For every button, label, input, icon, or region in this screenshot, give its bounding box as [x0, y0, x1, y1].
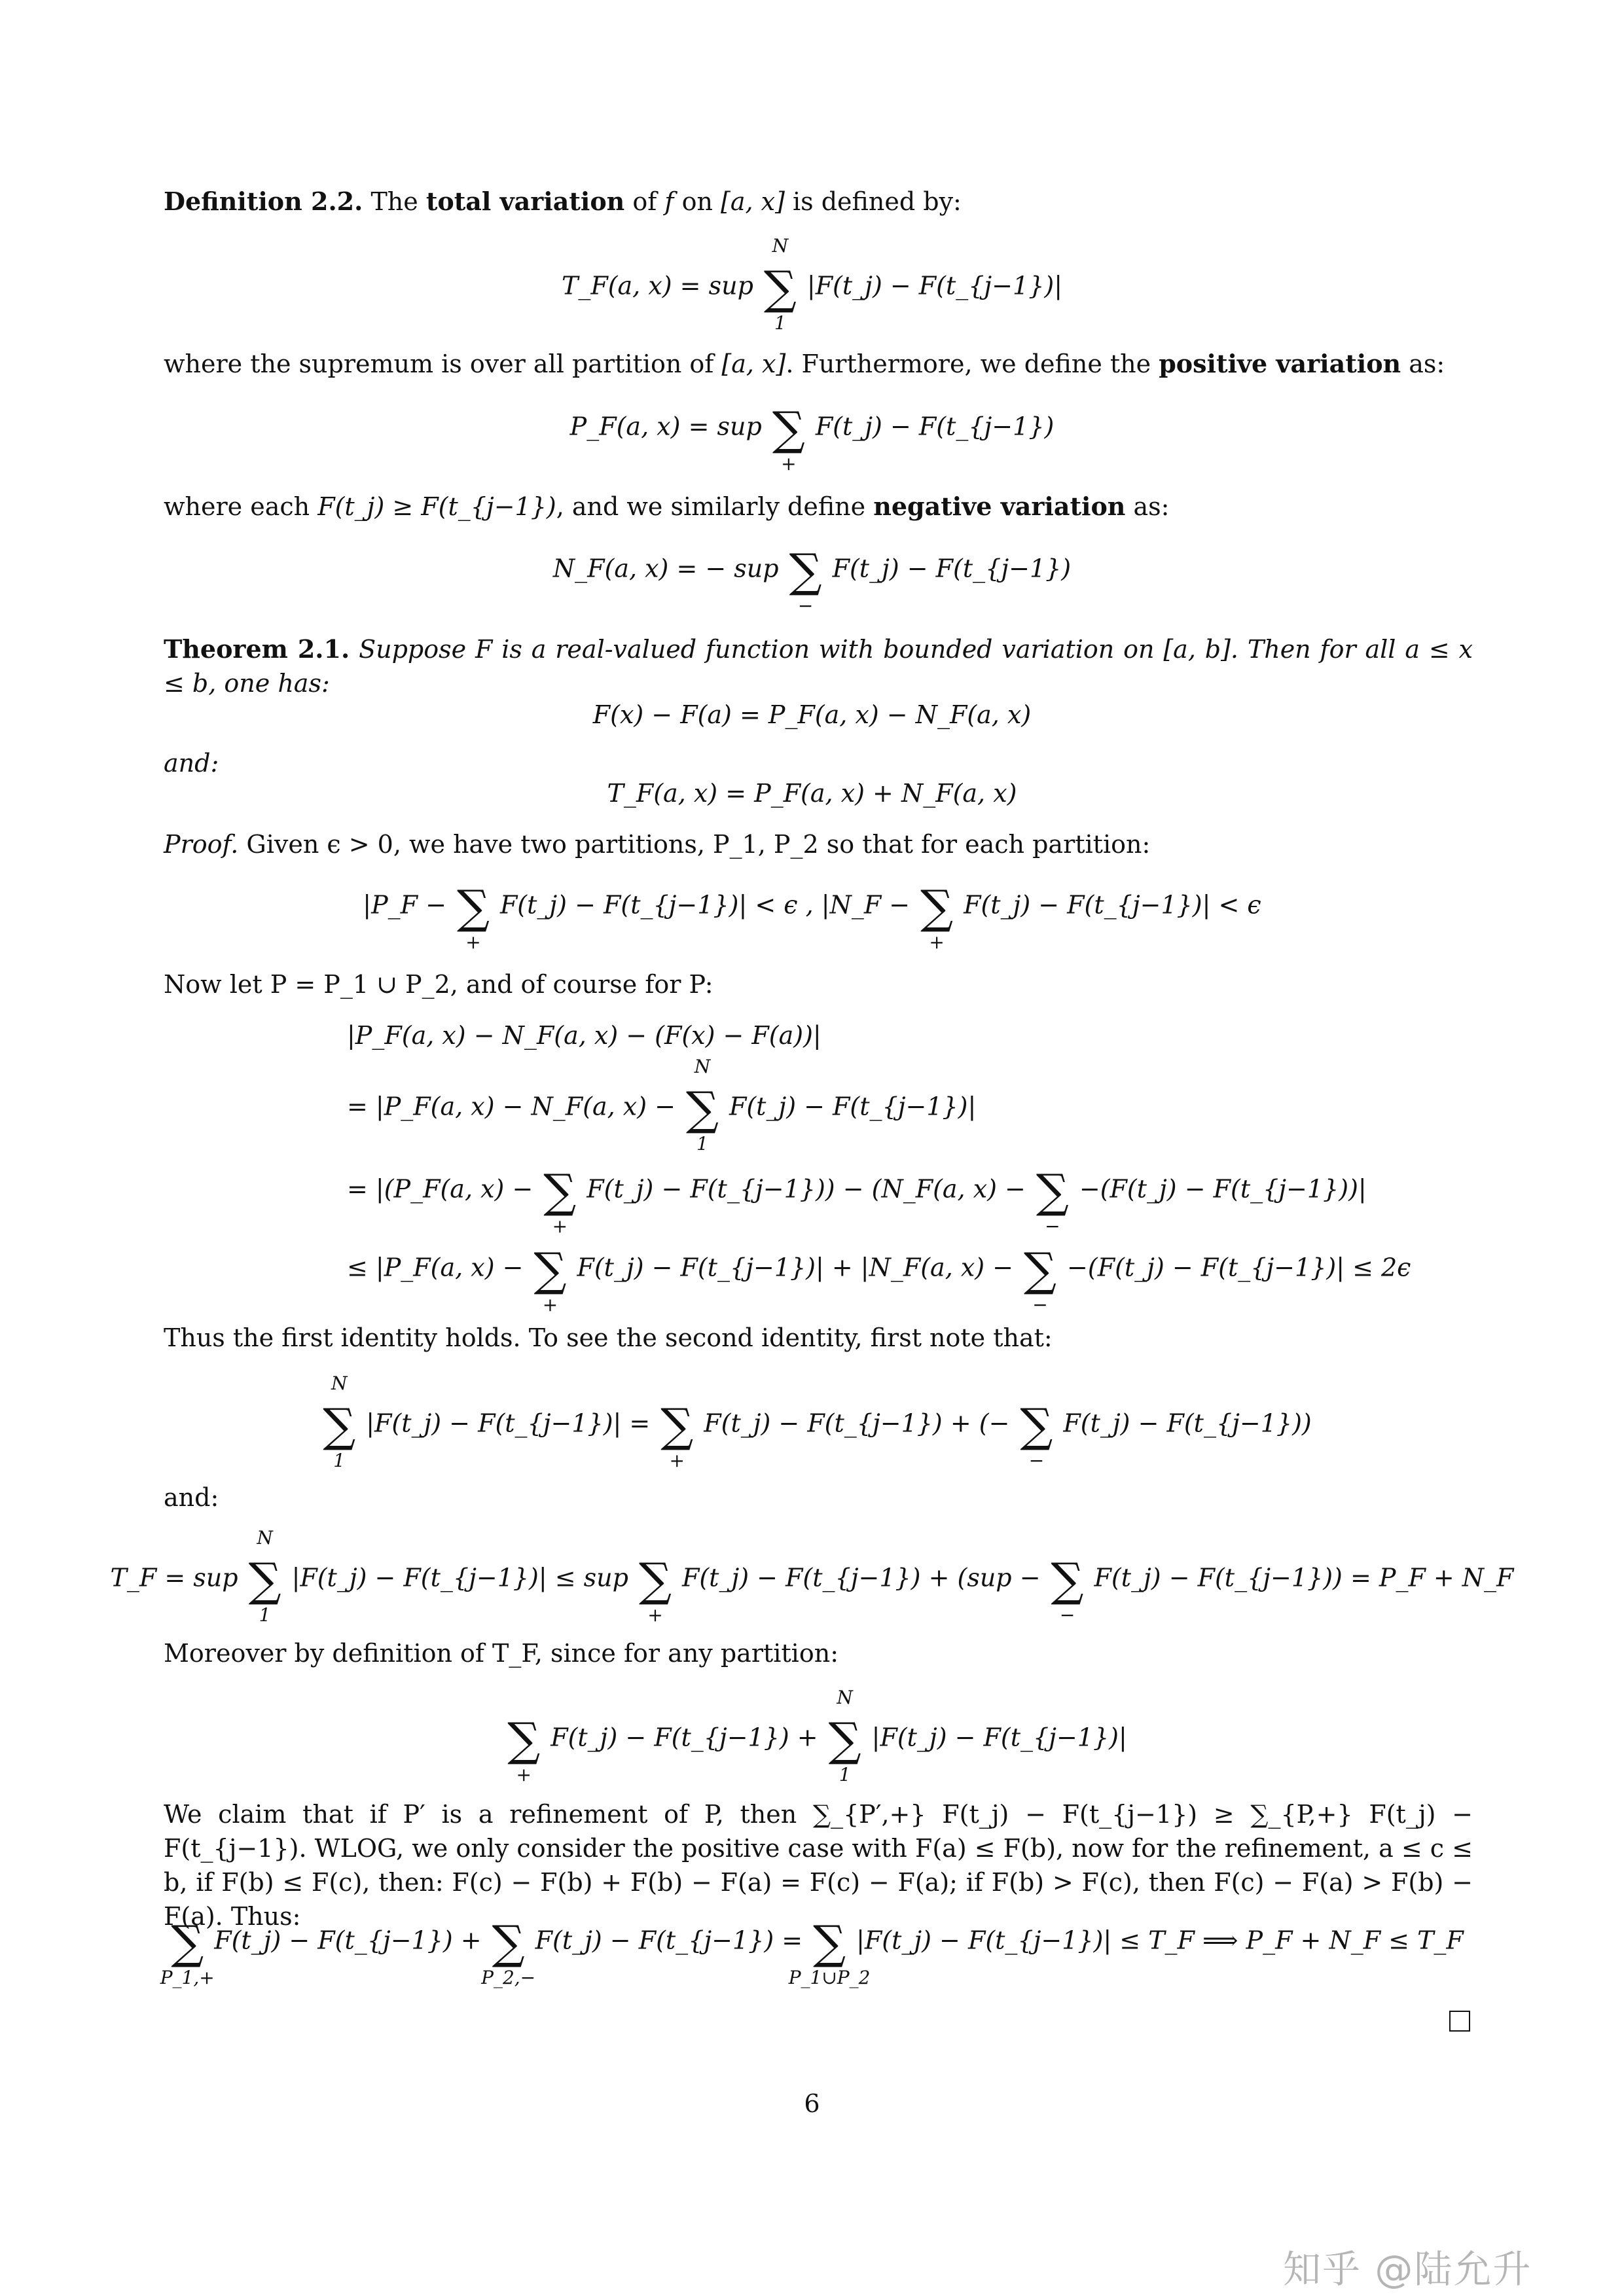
term-positive-variation: positive variation — [1159, 349, 1401, 378]
sum-symbol: ∑ P_1,+ — [164, 1890, 210, 1995]
sum-lower: − — [1032, 1294, 1048, 1316]
eq-part: F(t_j) − F(t_{j−1})) — [1063, 1408, 1312, 1438]
term-negative-variation: negative variation — [873, 492, 1126, 521]
sum-symbol: ∑ − — [1013, 1373, 1059, 1478]
sum-lower: + — [669, 1450, 685, 1471]
eq-part: F(t_j) − F(t_{j−1})| < ϵ — [964, 890, 1261, 920]
sum-symbol: ∑ − — [1045, 1528, 1091, 1632]
eq-part: F(t_j) − F(t_{j−1})| — [729, 1092, 977, 1121]
eq-part: |F(t_j) − F(t_{j−1})| ≤ T_F ⟹ P_F + N_F ≤ T_F — [856, 1926, 1464, 1955]
equation-sum-split — [0, 1373, 1624, 1478]
align-line-4 — [347, 1217, 1411, 1322]
eq-part: F(t_j) − F(t_{j−1}) + (sup − — [681, 1563, 1041, 1592]
text: The — [363, 187, 426, 216]
sum-symbol: N ∑ 1 — [242, 1528, 288, 1632]
paragraph-moreover: Moreover by definition of T_F, since for any partition: — [164, 1639, 839, 1668]
sum-symbol: ∑ + — [766, 376, 812, 481]
text: . Furthermore, we define the — [785, 350, 1159, 378]
sum-lower: 1 — [259, 1604, 271, 1626]
sum-lower: + — [647, 1604, 663, 1626]
definition-paragraph — [164, 185, 1473, 219]
sum-lower: + — [542, 1294, 558, 1316]
text: , and we similarly define — [556, 492, 874, 521]
equation-partition-bounds — [0, 855, 1624, 960]
and-label: and: — [164, 749, 219, 778]
sum-lower: − — [797, 595, 814, 617]
text: is defined by: — [784, 187, 962, 216]
eq-part: |P_F(a, x) − N_F(a, x) − (F(x) − F(a))| — [347, 1021, 821, 1050]
eq-part: F(t_j) − F(t_{j−1}) = — [535, 1926, 803, 1955]
text: on — [674, 187, 721, 216]
equation-positive-variation — [0, 376, 1624, 481]
eq-part: |F(t_j) − F(t_{j−1})| = — [366, 1408, 651, 1438]
sum-symbol: N ∑ 1 — [679, 1056, 725, 1161]
sum-symbol: N ∑ 1 — [757, 236, 803, 340]
eq-rhs: F(t_j) − F(t_{j−1}) — [832, 554, 1072, 583]
math: [a, x] — [721, 187, 785, 216]
sum-symbol: N ∑ 1 — [822, 1687, 868, 1792]
page-number: 6 — [804, 2089, 820, 2118]
math: F(t_j) ≥ F(t_{j−1}) — [317, 492, 556, 521]
eq-rhs: |F(t_j) − F(t_{j−1})| — [806, 271, 1063, 300]
equation-any-partition — [0, 1687, 1624, 1792]
sum-lower: + — [465, 931, 481, 953]
equation-final — [0, 1890, 1624, 1995]
theorem-paragraph — [164, 632, 1473, 700]
eq-part: = |P_F(a, x) − N_F(a, x) − — [347, 1092, 676, 1121]
watermark: 知乎 @陆允升 — [1283, 2247, 1532, 2291]
eq-part: −(F(t_j) − F(t_{j−1}))| — [1079, 1174, 1367, 1204]
eq-body: F(x) − F(a) = P_F(a, x) − N_F(a, x) — [592, 700, 1032, 729]
eq-part: ≤ |P_F(a, x) − — [347, 1253, 524, 1282]
paragraph-union: Now let P = P_1 ∪ P_2, and of course for P: — [164, 970, 713, 999]
sum-symbol: ∑ − — [1017, 1217, 1063, 1322]
sum-symbol: ∑ + — [450, 855, 496, 960]
sum-lower: + — [929, 931, 945, 953]
sum-upper: N — [331, 1372, 348, 1394]
eq-lhs: N_F(a, x) = − sup — [552, 554, 779, 583]
sum-lower: 1 — [696, 1133, 708, 1155]
equation-first-identity — [0, 698, 1624, 732]
sum-lower: 1 — [839, 1764, 851, 1785]
text: as: — [1125, 492, 1170, 521]
align-line-1 — [347, 1018, 821, 1052]
sum-upper: N — [772, 235, 789, 257]
eq-part: |F(t_j) − F(t_{j−1})| ≤ sup — [291, 1563, 628, 1592]
theorem-label: Theorem 2.1. — [164, 634, 350, 664]
text: where each — [164, 492, 318, 521]
eq-rhs: F(t_j) − F(t_{j−1}) — [815, 412, 1055, 441]
eq-part: −(F(t_j) − F(t_{j−1})| ≤ 2ϵ — [1067, 1253, 1411, 1282]
sum-lower: + — [552, 1215, 568, 1237]
sum-symbol: ∑ − — [1030, 1139, 1075, 1244]
theorem-body: Suppose F is a real-valued function with bounded variation on [a, b]. Then for all a ≤ x ≤ b, one has: — [164, 635, 1473, 698]
eq-part: F(t_j) − F(t_{j−1})| + |N_F(a, x) − — [577, 1253, 1014, 1282]
sum-symbol: ∑ + — [632, 1528, 678, 1632]
text: of — [624, 187, 665, 216]
equation-tf-bound — [0, 1528, 1624, 1632]
eq-lhs: P_F(a, x) = sup — [569, 412, 762, 441]
eq-part: = |(P_F(a, x) − — [347, 1174, 533, 1204]
sum-symbol: ∑ + — [914, 855, 960, 960]
proof-label: Proof. — [164, 830, 239, 859]
term-total-variation: total variation — [425, 187, 625, 216]
sum-lower: P_1∪P_2 — [788, 1967, 871, 1988]
proof-body: Given ϵ > 0, we have two partitions, P_1, P_2 so that for each partition: — [238, 830, 1151, 859]
sum-lower: 1 — [774, 312, 786, 334]
equation-total-variation — [0, 236, 1624, 340]
sum-lower: P_1,+ — [160, 1967, 215, 1988]
sum-symbol: ∑ + — [654, 1373, 700, 1478]
sum-symbol: ∑ − — [783, 518, 829, 623]
sum-upper: N — [257, 1527, 273, 1549]
sum-lower: − — [1059, 1604, 1075, 1626]
eq-part: |P_F − — [363, 890, 446, 920]
paragraph-refinement-claim: We claim that if P′ is a refinement of P, then ∑_{P′,+} F(t_j) − F(t_{j−1}) ≥ ∑_{P,+} F(t_j) − F(t_{j−1}). WLOG, we only consider the positive case with F(a) ≤ F(b), now for the refinement, a ≤ c ≤ b, if F(b) ≤ F(c), then: F(c) − F(b) + F(b) − F(a) = F(c) − F(a); if F(b) > F(c), then F(c) − F(a) > F(b) − F(a). Thus: — [164, 1800, 1473, 1931]
sum-upper: N — [694, 1056, 711, 1077]
sum-symbol: N ∑ 1 — [316, 1373, 362, 1478]
eq-part: F(t_j) − F(t_{j−1}) + — [214, 1926, 482, 1955]
and-label: and: — [164, 1483, 219, 1512]
math: [a, x] — [721, 350, 786, 378]
text: as: — [1401, 350, 1445, 378]
eq-part: F(t_j) − F(t_{j−1}) + (− — [704, 1408, 1010, 1438]
sum-lower: − — [1028, 1450, 1045, 1471]
sum-symbol: ∑ + — [537, 1139, 583, 1244]
sum-lower: + — [781, 453, 797, 475]
paragraph-second-identity: Thus the first identity holds. To see the second identity, first note that: — [164, 1323, 1053, 1352]
math: f — [664, 187, 674, 216]
sum-symbol: ∑ P_1∪P_2 — [806, 1890, 852, 1995]
equation-second-identity — [0, 776, 1624, 810]
text: where the supremum is over all partition of — [164, 350, 722, 378]
definition-label: Definition 2.2. — [164, 187, 363, 216]
qed-square-icon — [1449, 2011, 1470, 2032]
sum-lower: − — [1045, 1215, 1060, 1237]
sum-upper: N — [837, 1687, 853, 1708]
eq-part: F(t_j) − F(t_{j−1})) − (N_F(a, x) − — [586, 1174, 1026, 1204]
eq-part: |F(t_j) − F(t_{j−1})| — [871, 1723, 1127, 1752]
eq-part: F(t_j) − F(t_{j−1})| < ϵ , |N_F − — [499, 890, 911, 920]
equation-negative-variation — [0, 518, 1624, 623]
eq-lhs: T_F(a, x) = sup — [561, 271, 753, 300]
sum-lower: P_2,− — [481, 1967, 536, 1988]
eq-part: T_F = sup — [110, 1563, 238, 1592]
eq-part: F(t_j) − F(t_{j−1})) = P_F + N_F — [1094, 1563, 1514, 1592]
eq-part: F(t_j) − F(t_{j−1}) + — [550, 1723, 818, 1752]
eq-body: T_F(a, x) = P_F(a, x) + N_F(a, x) — [607, 779, 1017, 808]
sum-lower: 1 — [333, 1450, 346, 1471]
sum-symbol: ∑ + — [527, 1217, 573, 1322]
sum-symbol: ∑ P_2,− — [486, 1890, 532, 1995]
sum-lower: + — [516, 1764, 532, 1785]
sum-symbol: ∑ + — [501, 1687, 547, 1792]
